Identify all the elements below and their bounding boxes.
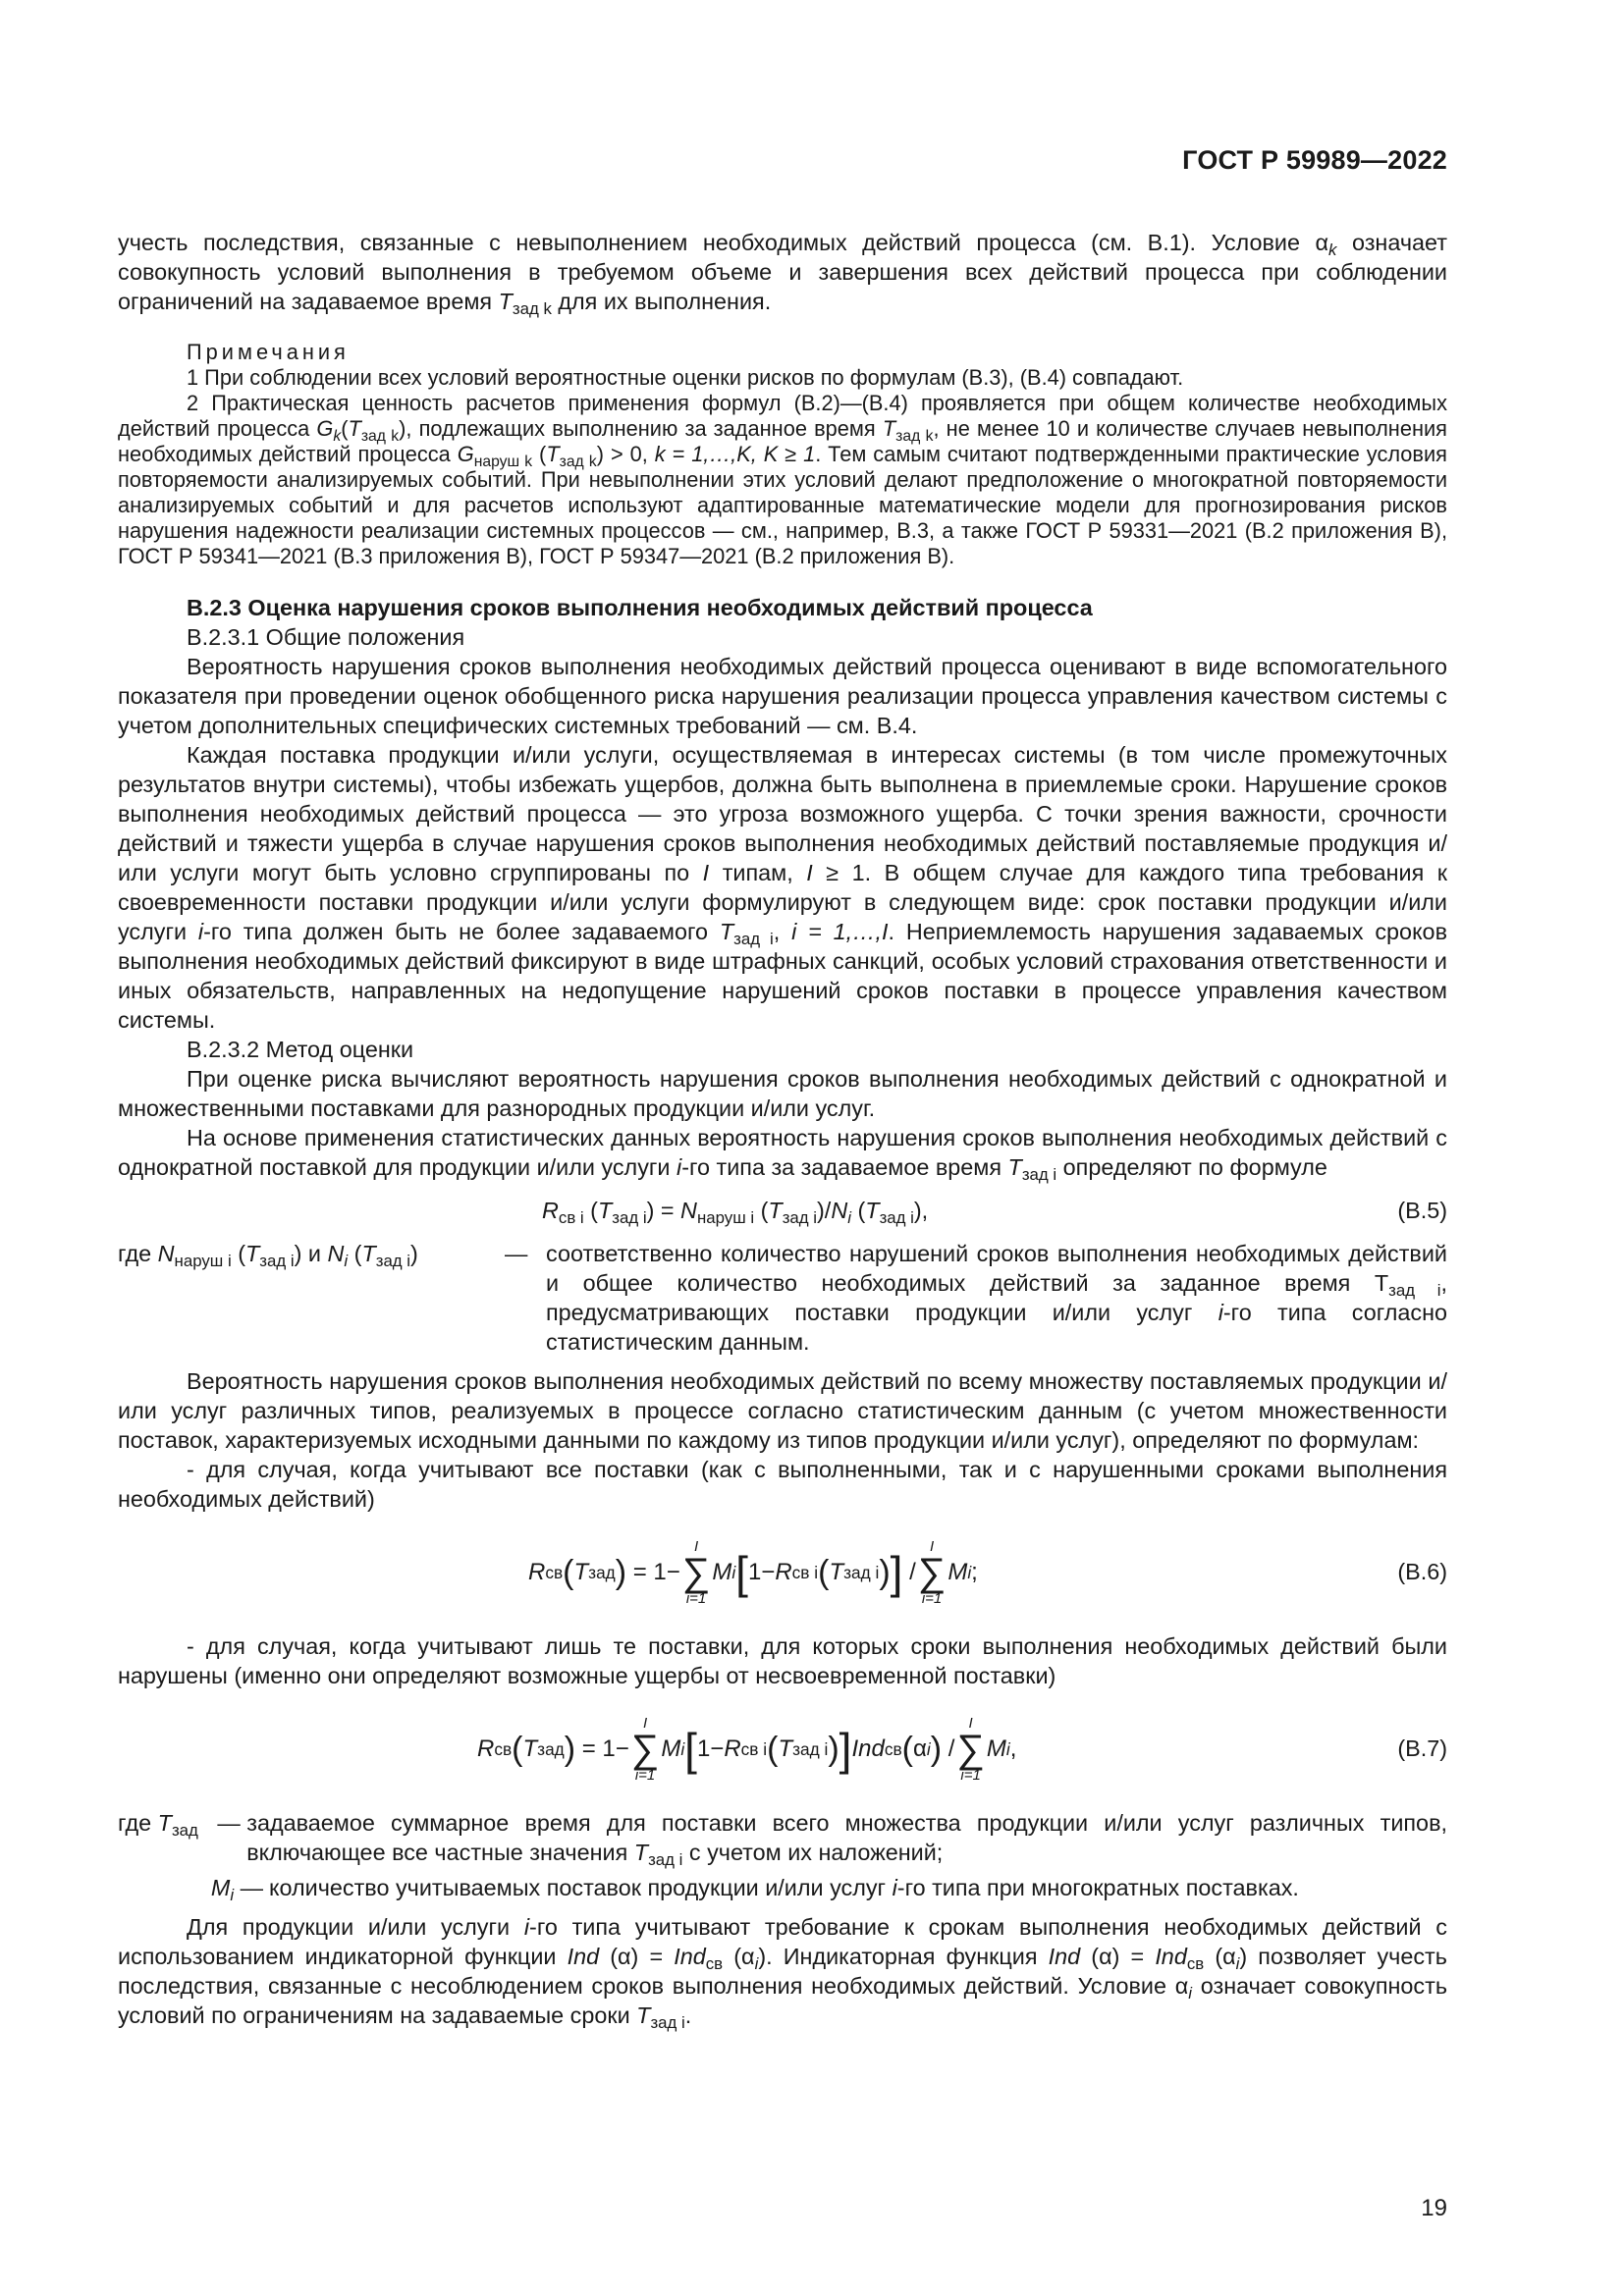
note-2: 2 Практическая ценность расчетов применения формул (В.2)—(В.4) проявляется при общем количестве необходимых действий процесса $G_k(T_{зад k})$, подлежащих выполнению за заданное время $T_{зад k}$, не менее 10 и количестве случаев невыполнения необходимых действий процесса $G_{наруш k}$ $(T_{зад k}) > 0$, k = 1,…,K, K ≥ 1. Тем самым считают подтвержденными практические условия повторяемости анализируемых событий. При невыполнении этих условий делают предположение о многократной повторяемости анализируемых событий и для расчетов используют адаптированные математические модели для прогнозирования рисков нарушения надежности реализации системных процессов — см., например, В.3, а также ГОСТ Р 59331—2021 (В.2 приложения В), ГОСТ Р 59341—2021 (В.3 приложения В), ГОСТ Р 59347—2021 (В.2 приложения В).: [118, 391, 1447, 568]
formula-b5: $R_{св i}$ $(T_{зад i}) = N_{наруш i}$ $(T_{зад i})/N_i$ $(T_{зад i})$, (В.5): [542, 1198, 1447, 1227]
where-block-2: где $T_{зад}$ — задаваемое суммарное время для поставки всего множества продукции и/или услуг различных типов, включающее все частные значения $T_{зад i}$ с учетом их наложений;: [118, 1810, 1447, 1869]
paragraph-3: При оценке риска вычисляют вероятность нарушения сроков выполнения необходимых действий с однократной и множественными поставками для разнородных продукции и/или услуг.: [118, 1066, 1447, 1121]
paragraph-4: На основе применения статистических данных вероятность нарушения сроков выполнения необходимых действий с однократной поставкой для продукции и/или услуги i-го типа за задаваемое время $T_{зад i}$ определяют по формуле: [118, 1125, 1447, 1184]
formula-b7-number: (В.7): [1397, 1735, 1447, 1761]
document-header: ГОСТ Р 59989—2022: [1182, 145, 1447, 175]
paragraph-6: - для случая, когда учитывают все поставки (как с выполненными, так и с нарушенными сроками выполнения необходимых действий): [118, 1457, 1447, 1512]
formula-b6: R св ( T зад ) = 1− I ∑ i=1 M i [ 1− R св i ( T зад i ) ] / I ∑ i=1 M i ; (В.6): [528, 1538, 1447, 1607]
where-block-3: $M_i$ — количество учитываемых поставок продукции и/или услуг i-го типа при многократных поставках.: [118, 1873, 1447, 1902]
formula-b6-number: (В.6): [1397, 1559, 1447, 1584]
formula-b5-number: (В.5): [1397, 1198, 1447, 1223]
page-number: 19: [1421, 2195, 1447, 2221]
where-1-term: где $N_{наруш i}$ $(T_{зад i})$ и $N_i$ $(T_{зад i})$: [118, 1241, 418, 1270]
document-body: [118, 228, 1447, 2030]
where-1-desc: соответственно количество нарушений сроков выполнения необходимых действий и общее количество необходимых действий за заданное время $Т_{зад i}$, предусматривающих поставки продукции и/или услуг i-го типа согласно статистическим данным.: [546, 1241, 1448, 1355]
section-heading: В.2.3 Оценка нарушения сроков выполнения необходимых действий процесса: [187, 595, 1093, 620]
intro-paragraph: учесть последствия, связанные с невыполнением необходимых действий процесса (см. В.1). Условие $\alpha_k$ означает совокупность условий выполнения в требуемом объеме и завершения всех действий процесса при соблюдении ограничений на задаваемое время $T_{зад k}$ для их выполнения.: [118, 230, 1447, 318]
paragraph-7: - для случая, когда учитывают лишь те поставки, для которых сроки выполнения необходимых действий были нарушены (именно они определяют возможные ущербы от несвоевременной поставки): [118, 1633, 1447, 1688]
paragraph-1: Вероятность нарушения сроков выполнения необходимых действий процесса оценивают в виде вспомогательного показателя при проведении оценок обобщенного риска нарушения реализации процесса управления качеством системы с учетом дополнительных специфических системных требований — см. В.4.: [118, 654, 1447, 738]
note-1: 1 При соблюдении всех условий вероятностные оценки рисков по формулам (В.3), (В.4) совпадают.: [187, 365, 1184, 390]
where-block-1: где $N_{наруш i}$ $(T_{зад i})$ и $N_i$ $(T_{зад i})$ — соответственно количество нарушений сроков выполнения необходимых действий и общее количество необходимых действий за заданное время $Т_{зад i}$, предусматривающих поставки продукции и/или услуг i-го типа согласно статистическим данным.: [118, 1241, 1448, 1355]
paragraph-5: Вероятность нарушения сроков выполнения необходимых действий по всему множеству поставляемых продукции и/или услуг различных типов, реализуемых в процессе согласно статистическим данным (с учетом множественности поставок, характеризуемых исходными данными по каждому из типов продукции и/или услуг), определяют по формулам:: [118, 1368, 1447, 1453]
where-2-desc-1: задаваемое суммарное время для поставки всего множества продукции и/или услуг различных типов, включающее все частные значения $T_{зад i}$ с учетом их наложений;: [246, 1810, 1447, 1869]
closing-paragraph: Для продукции и/или услуги i-го типа учитывают требование к срокам выполнения необходимых действий с использованием индикаторной функции Ind (α) = Ind$_{св}$ $(\alpha_i)$. Индикаторная функция Ind (α) = Ind$_{св}$ $(\alpha_i)$ позволяет учесть последствия, связанные с несоблюдением сроков выполнения необходимых действий. Условие $\alpha_i$ означает совокупность условий по ограничениям на задаваемые сроки $T_{зад i}$.: [118, 1914, 1448, 2032]
notes-block: [118, 340, 1447, 569]
paragraph-2: Каждая поставка продукции и/или услуги, осуществляемая в интересах системы (в том числе промежуточных результатов внутри системы), чтобы избежать ущербов, должна быть выполнена в приемлемые сроки. Нарушение сроков выполнения необходимых действий процесса — это угроза возможного ущерба. С точки зрения важности, срочности действий и тяжести ущерба в случае нарушения сроков выполнения необходимых действий поставляемые продукция и/или услуги могут быть условно сгруппированы по I типам, I ≥ 1. В общем случае для каждого типа требования к своевременности поставки продукции и/или услуги формулируют в следующем виде: срок поставки продукции и/или услуги i-го типа должен быть не более задаваемого $T_{зад i}$, i = 1,…,I. Неприемлемость нарушения задаваемых сроков выполнения необходимых действий фиксируют в виде штрафных санкций, особых условий страхования ответственности и иных обязательств, направленных на недопущение нарушений сроков поставки в процессе управления качеством системы.: [118, 742, 1448, 1033]
formula-b7: R св ( T зад ) = 1− I ∑ i=1 M i [ 1− R св i ( T зад i ) ] Ind св ( α i ) / I ∑ i=1 M i , (В.7): [477, 1715, 1447, 1784]
subsection-title-1: В.2.3.1 Общие положения: [187, 624, 465, 650]
where-2-desc-2: количество учитываемых поставок продукции и/или услуг i-го типа при многократных поставках.: [269, 1875, 1299, 1900]
subsection-title-2: В.2.3.2 Метод оценки: [187, 1037, 414, 1062]
notes-title: Примечания: [187, 340, 350, 364]
